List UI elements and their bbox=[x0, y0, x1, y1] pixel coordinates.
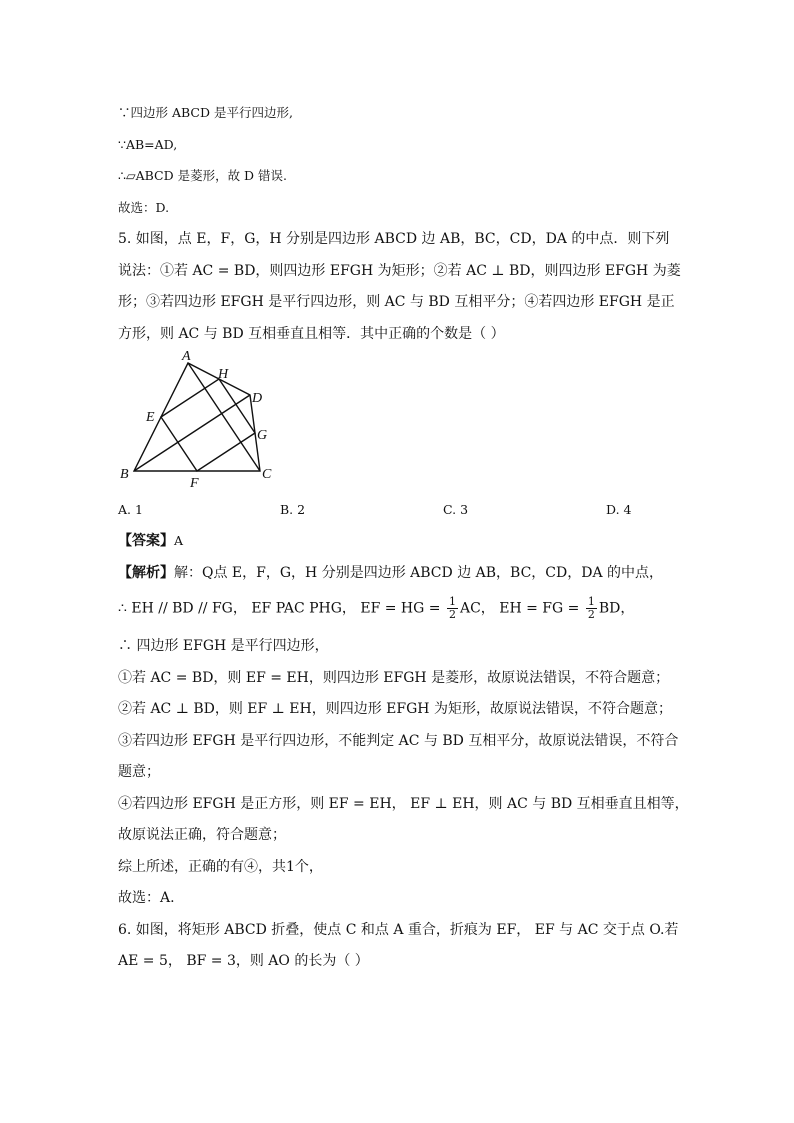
analysis-line-4: ①若 AC = BD，则 EF = EH，则四边形 EFGH 是菱形，故原说法错误，不符合题意； bbox=[118, 670, 670, 686]
option-d[interactable]: D. 4 bbox=[606, 502, 632, 517]
analysis-text-1: 解：Q点 E，F，G，H 分别是四边形 ABCD 边 AB，BC，CD，DA 的中点， bbox=[174, 565, 664, 581]
question-5-line-2: 说法：①若 AC = BD，则四边形 EFGH 为矩形；②若 AC ⊥ BD，则四边形 EFGH 为菱 bbox=[118, 263, 681, 279]
diagonal-bd bbox=[134, 395, 250, 471]
label-e: E bbox=[146, 410, 155, 425]
analysis-line-7: 题意； bbox=[118, 764, 160, 780]
proof-line-3: ∴▱ABCD 是菱形，故 D 错误. bbox=[118, 168, 288, 183]
analysis-line-2 bbox=[118, 596, 634, 621]
option-b[interactable]: B. 2 bbox=[280, 502, 306, 517]
analysis-line-10: 综上所述，正确的有④，共1个， bbox=[118, 859, 323, 875]
analysis-line-8: ④若四边形 EFGH 是正方形，则 EF = EH， EF ⊥ EH，则 AC 与 BD 互相垂直且相等， bbox=[118, 796, 689, 812]
label-h: H bbox=[218, 367, 229, 382]
fraction-numerator-2: 1 bbox=[587, 595, 595, 608]
label-f: F bbox=[190, 476, 199, 490]
analysis-text-2-right: BD， bbox=[598, 600, 635, 617]
analysis-line-5: ②若 AC ⊥ BD，则 EF ⊥ EH，则四边形 EFGH 为矩形，故原说法错误，不符合题意； bbox=[118, 701, 672, 717]
option-a[interactable]: A. 1 bbox=[118, 502, 143, 517]
label-c: C bbox=[262, 467, 272, 482]
option-c[interactable]: C. 3 bbox=[443, 502, 469, 517]
analysis-line-11: 故选：A. bbox=[118, 890, 175, 906]
question-5-line-3: 形；③若四边形 EFGH 是平行四边形，则 AC 与 BD 互相平分；④若四边形 EFGH 是正 bbox=[118, 294, 675, 310]
question-6-line-2: AE = 5， BF = 3，则 AO 的长为（ ） bbox=[118, 953, 369, 969]
analysis-line-6: ③若四边形 EFGH 是平行四边形，不能判定 AC 与 BD 互相平分，故原说法错误，不符合 bbox=[118, 733, 679, 749]
answer-value: A bbox=[174, 533, 184, 548]
question-6-line-1: 6. 如图，将矩形 ABCD 折叠，使点 C 和点 A 重合，折痕为 EF， EF 与 AC 交于点 O.若 bbox=[118, 922, 679, 938]
analysis-tag: 【解析】 bbox=[118, 565, 174, 581]
answer-tag: 【答案】 bbox=[118, 533, 174, 549]
label-a: A bbox=[182, 349, 191, 364]
question-5-line-1: 5. 如图，点 E，F，G，H 分别是四边形 ABCD 边 AB，BC，CD，DA 的中点．则下列 bbox=[118, 231, 670, 247]
quadrilateral-figure bbox=[110, 345, 290, 490]
analysis-line-3: ∴ 四边形 EFGH 是平行四边形， bbox=[118, 638, 329, 654]
label-b: B bbox=[120, 467, 129, 482]
analysis-line-9: 故原说法正确，符合题意； bbox=[118, 827, 286, 843]
fraction-denominator: 2 bbox=[448, 608, 456, 621]
proof-line-1: ∵四边形 ABCD 是平行四边形, bbox=[118, 105, 293, 120]
question-5-line-4: 方形，则 AC 与 BD 互相垂直且相等．其中正确的个数是（ ） bbox=[118, 326, 505, 342]
fraction-denominator-2: 2 bbox=[587, 608, 595, 621]
analysis-text-2-left: ∴ EH // BD // FG， EF PAC PHG， EF = HG = bbox=[118, 600, 445, 617]
analysis-text-2-mid: AC， EH = FG = bbox=[459, 600, 584, 617]
analysis-line-1 bbox=[118, 563, 663, 583]
proof-line-2: ∵AB=AD, bbox=[118, 137, 178, 152]
answer-line bbox=[118, 531, 183, 551]
label-d: D bbox=[252, 391, 263, 406]
proof-line-4: 故选：D. bbox=[118, 200, 170, 215]
fraction-numerator: 1 bbox=[448, 595, 456, 608]
fraction-one-half-2 bbox=[586, 596, 597, 621]
label-g: G bbox=[257, 428, 268, 443]
fraction-one-half-1 bbox=[447, 596, 458, 621]
